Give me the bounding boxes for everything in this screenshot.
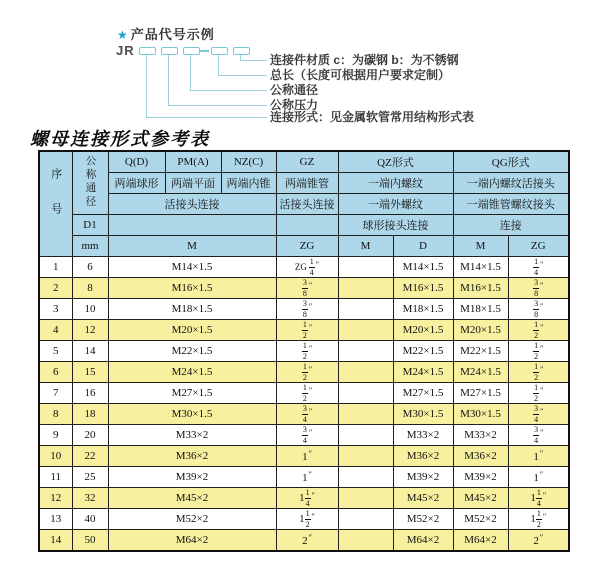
table-cell: M39×2: [393, 467, 453, 488]
table-row: [39, 488, 569, 509]
table-cell: M33×2: [393, 425, 453, 446]
header-qg-m: M: [453, 236, 508, 257]
table-cell: 14: [39, 530, 72, 551]
header-nz-desc: 两端内锥: [221, 173, 276, 194]
table-cell: M52×2: [393, 509, 453, 530]
table-body: [39, 257, 569, 551]
label-diameter: 公称通径: [270, 83, 319, 97]
header-qg-conn: 连接: [453, 215, 569, 236]
product-code-title: 产品代号示例: [130, 27, 215, 42]
table-row: [39, 404, 569, 425]
header-qz-d: D: [393, 236, 453, 257]
header-pm-desc: 两端平面: [165, 173, 221, 194]
table-cell: [276, 320, 338, 341]
header-qz-conn: 球形接头连接: [338, 215, 453, 236]
table-cell: [276, 383, 338, 404]
header-col-qz: QZ形式: [338, 151, 453, 173]
fraction: $\frac{1}{2}$: [302, 341, 307, 361]
header-qz-m: M: [338, 236, 393, 257]
table-cell: [508, 320, 569, 341]
zg-prefix: ZG: [294, 262, 309, 273]
label-form: 连接形式：见金属软管常用结构形式表: [270, 110, 475, 124]
table-cell: 16: [72, 383, 108, 404]
table-cell: M64×2: [393, 530, 453, 551]
table-cell: 32: [72, 488, 108, 509]
inch-mark: ″: [308, 385, 313, 395]
fraction: $\frac{3}{4}$: [302, 404, 307, 424]
inch-mark: ″: [315, 259, 320, 269]
table-cell: 1″: [276, 446, 338, 467]
header-col-pm: PM(A): [165, 151, 221, 173]
table-cell: [338, 530, 393, 551]
header-seq: 序号: [39, 151, 72, 257]
table-cell: 2″: [276, 530, 338, 551]
table-row: [39, 320, 569, 341]
fraction: $\frac{1}{2}$: [534, 362, 539, 382]
inch-mark: ″: [308, 406, 313, 416]
inch-mark: ″: [308, 301, 313, 311]
code-box-1: [139, 47, 156, 55]
header-union-conn: 活接头连接: [108, 194, 276, 215]
inch-mark: ″: [540, 343, 544, 353]
header-col-gz: GZ: [276, 151, 338, 173]
table-cell: [338, 320, 393, 341]
table-cell: M14×1.5: [108, 257, 276, 278]
table-cell: M39×2: [108, 467, 276, 488]
table-cell: 12: [72, 320, 108, 341]
inch-mark: ″: [311, 511, 315, 521]
table-cell: [508, 257, 569, 278]
table-cell: M36×2: [108, 446, 276, 467]
table-row: [39, 278, 569, 299]
header-empty-gz: [276, 215, 338, 236]
table-cell: [508, 404, 569, 425]
table-cell: 10: [72, 299, 108, 320]
header-qz-desc2: 一端外螺纹: [338, 194, 453, 215]
star-icon: ★: [117, 28, 129, 42]
table-cell: M52×2: [453, 509, 508, 530]
table-cell: M18×1.5: [393, 299, 453, 320]
table-cell: M22×1.5: [108, 341, 276, 362]
table-cell: [338, 425, 393, 446]
header-empty-m: [108, 215, 276, 236]
table-cell: 10: [39, 446, 72, 467]
fraction: $\frac{3}{4}$: [534, 404, 539, 424]
table-cell: [508, 341, 569, 362]
fraction: $\frac{1}{2}$: [302, 320, 307, 340]
table-cell: M30×1.5: [108, 404, 276, 425]
table-cell: M27×1.5: [393, 383, 453, 404]
code-box-4: [211, 47, 228, 55]
inch-mark: ″: [540, 364, 544, 374]
table-cell: M64×2: [453, 530, 508, 551]
inch-mark: ″: [539, 470, 544, 479]
header-gz-desc: 两端锥管: [276, 173, 338, 194]
table-cell: [338, 257, 393, 278]
table-cell: M45×2: [453, 488, 508, 509]
table-cell: 1″: [508, 467, 569, 488]
table-cell: 8: [39, 404, 72, 425]
table-cell: [338, 467, 393, 488]
inch-mark: ″: [542, 490, 547, 500]
table-row: [39, 383, 569, 404]
header-qz-desc1: 一端内螺纹: [338, 173, 453, 194]
code-box-3: [183, 47, 200, 55]
inch-mark: ″: [539, 449, 544, 458]
table-cell: [338, 488, 393, 509]
table-cell: M16×1.5: [453, 278, 508, 299]
table-cell: M14×1.5: [393, 257, 453, 278]
header-qg-desc1: 一端内螺纹活接头: [453, 173, 569, 194]
code-box-2: [161, 47, 178, 55]
table-cell: [338, 362, 393, 383]
inch-mark: ″: [308, 532, 312, 542]
table-cell: M33×2: [453, 425, 508, 446]
table-cell: 1″: [276, 467, 338, 488]
table-cell: [276, 341, 338, 362]
fraction: $\frac{1}{4}$: [309, 257, 314, 277]
header-gz-conn: 活接头连接: [276, 194, 338, 215]
inch-mark: ″: [308, 280, 313, 290]
table-cell: [338, 446, 393, 467]
fraction: $\frac{1}{2}$: [302, 362, 307, 382]
header-mm: mm: [72, 236, 108, 257]
table-cell: [338, 383, 393, 404]
table-cell: 6: [39, 362, 72, 383]
table-cell: 9: [39, 425, 72, 446]
table-cell: 6: [72, 257, 108, 278]
table-cell: 18: [72, 404, 108, 425]
table-row: [39, 530, 569, 551]
table-cell: M30×1.5: [453, 404, 508, 425]
fraction: $\frac{1}{4}$: [305, 488, 310, 508]
inch-mark: ″: [308, 449, 312, 458]
inch-mark: ″: [308, 364, 313, 374]
table-cell: 2: [39, 278, 72, 299]
table-row: [39, 425, 569, 446]
table-row: [39, 509, 569, 530]
header-m-span: M: [108, 236, 276, 257]
table-cell: M30×1.5: [393, 404, 453, 425]
table-cell: 8: [72, 278, 108, 299]
table-cell: [508, 362, 569, 383]
table-cell: 1 $\frac{1}{2}$ ″: [276, 509, 338, 530]
table-cell: M64×2: [108, 530, 276, 551]
inch-mark: ″: [540, 406, 544, 416]
inch-mark: ″: [540, 301, 544, 311]
table-cell: 50: [72, 530, 108, 551]
fraction: $\frac{1}{4}$: [536, 488, 541, 508]
table-cell: M16×1.5: [393, 278, 453, 299]
table-cell: M18×1.5: [108, 299, 276, 320]
fraction: $\frac{3}{8}$: [302, 299, 307, 319]
fraction: $\frac{1}{2}$: [536, 509, 541, 529]
table-cell: 7: [39, 383, 72, 404]
table-cell: M36×2: [453, 446, 508, 467]
table-row: [39, 467, 569, 488]
table-cell: [338, 341, 393, 362]
inch-mark: ″: [540, 385, 544, 395]
fraction: $\frac{1}{2}$: [534, 320, 539, 340]
inch-mark: ″: [308, 427, 313, 437]
inch-mark: ″: [539, 532, 544, 542]
fraction: $\frac{3}{8}$: [534, 278, 539, 298]
fraction: $\frac{3}{4}$: [534, 425, 539, 445]
inch-mark: ″: [308, 343, 313, 353]
table-cell: 40: [72, 509, 108, 530]
fraction: $\frac{1}{2}$: [534, 341, 539, 361]
table-cell: M24×1.5: [108, 362, 276, 383]
table-cell: M45×2: [393, 488, 453, 509]
header-q-desc: 两端球形: [108, 173, 165, 194]
table-cell: 25: [72, 467, 108, 488]
table-cell: 2″: [508, 530, 569, 551]
fraction: $\frac{3}{4}$: [302, 425, 307, 445]
header-col-q: Q(D): [108, 151, 165, 173]
table-cell: M27×1.5: [453, 383, 508, 404]
table-cell: [508, 299, 569, 320]
inch-mark: ″: [311, 490, 315, 500]
table-cell: M45×2: [108, 488, 276, 509]
header-d1: D1: [72, 215, 108, 236]
table-header: [39, 151, 569, 257]
code-box-5: [233, 47, 250, 55]
inch-mark: ″: [540, 280, 544, 290]
table-cell: M52×2: [108, 509, 276, 530]
inch-mark: ″: [540, 259, 544, 269]
table-cell: M36×2: [393, 446, 453, 467]
table-cell: 1″: [508, 446, 569, 467]
table-cell: 20: [72, 425, 108, 446]
table-cell: M20×1.5: [108, 320, 276, 341]
table-cell: [508, 383, 569, 404]
product-code-heading: [117, 24, 215, 43]
table-cell: 1 $\frac{1}{4}$ ″: [276, 488, 338, 509]
header-col-nz: NZ(C): [221, 151, 276, 173]
table-cell: M18×1.5: [453, 299, 508, 320]
table-cell: 22: [72, 446, 108, 467]
inch-mark: ″: [308, 322, 313, 332]
label-material: 连接件材质 c：为碳钢 b：为不锈钢: [270, 53, 459, 67]
table-cell: [508, 278, 569, 299]
table-row: [39, 341, 569, 362]
label-length: 总长（长度可根据用户要求定制）: [270, 68, 451, 82]
header-qg-desc2: 一端锥管螺纹接头: [453, 194, 569, 215]
product-code-prefix: JR: [116, 43, 135, 58]
table-cell: [338, 509, 393, 530]
table-cell: M16×1.5: [108, 278, 276, 299]
table-cell: [276, 362, 338, 383]
table-cell: M20×1.5: [453, 320, 508, 341]
table-cell: [338, 299, 393, 320]
fraction: $\frac{1}{2}$: [305, 509, 310, 529]
header-zg-gz: ZG: [276, 236, 338, 257]
table-cell: 4: [39, 320, 72, 341]
table-cell: 3: [39, 299, 72, 320]
table-cell: M20×1.5: [393, 320, 453, 341]
table-cell: [276, 299, 338, 320]
table-cell: M22×1.5: [453, 341, 508, 362]
table-cell: 1 $\frac{1}{2}$ ″: [508, 509, 569, 530]
fraction: $\frac{3}{8}$: [534, 299, 539, 319]
table-cell: M39×2: [453, 467, 508, 488]
table-cell: 1 $\frac{1}{4}$ ″: [508, 488, 569, 509]
table-cell: 1: [39, 257, 72, 278]
header-dn: 公称通径: [72, 151, 108, 215]
table-cell: 11: [39, 467, 72, 488]
table-cell: [338, 404, 393, 425]
table-cell: M22×1.5: [393, 341, 453, 362]
table-cell: [276, 257, 338, 278]
fraction: $\frac{1}{2}$: [302, 383, 307, 403]
table-row: [39, 257, 569, 278]
table-row: [39, 446, 569, 467]
inch-mark: ″: [308, 470, 312, 479]
header-qg-zg: ZG: [508, 236, 569, 257]
fraction: $\frac{1}{2}$: [534, 383, 539, 403]
table-cell: 14: [72, 341, 108, 362]
table-cell: [276, 425, 338, 446]
table-row: [39, 362, 569, 383]
connector-line-form: [146, 55, 267, 118]
inch-mark: ″: [542, 511, 547, 521]
label-pressure: 公称压力: [270, 98, 319, 112]
inch-mark: ″: [540, 322, 544, 332]
table-cell: M14×1.5: [453, 257, 508, 278]
table-row: [39, 299, 569, 320]
table-cell: M24×1.5: [393, 362, 453, 383]
table-cell: M24×1.5: [453, 362, 508, 383]
table-cell: [508, 425, 569, 446]
table-cell: [276, 278, 338, 299]
nut-connection-table: [38, 150, 570, 552]
table-cell: M27×1.5: [108, 383, 276, 404]
table-cell: [338, 278, 393, 299]
table-cell: M33×2: [108, 425, 276, 446]
inch-mark: ″: [540, 427, 544, 437]
table-cell: 15: [72, 362, 108, 383]
header-col-qg: QG形式: [453, 151, 569, 173]
table-cell: 13: [39, 509, 72, 530]
table-cell: [276, 404, 338, 425]
sheet-title: 螺母连接形式参考表: [30, 129, 210, 150]
table-cell: 12: [39, 488, 72, 509]
fraction: $\frac{1}{4}$: [534, 257, 539, 277]
fraction: $\frac{3}{8}$: [302, 278, 307, 298]
code-dash: [200, 50, 209, 52]
table-cell: 5: [39, 341, 72, 362]
